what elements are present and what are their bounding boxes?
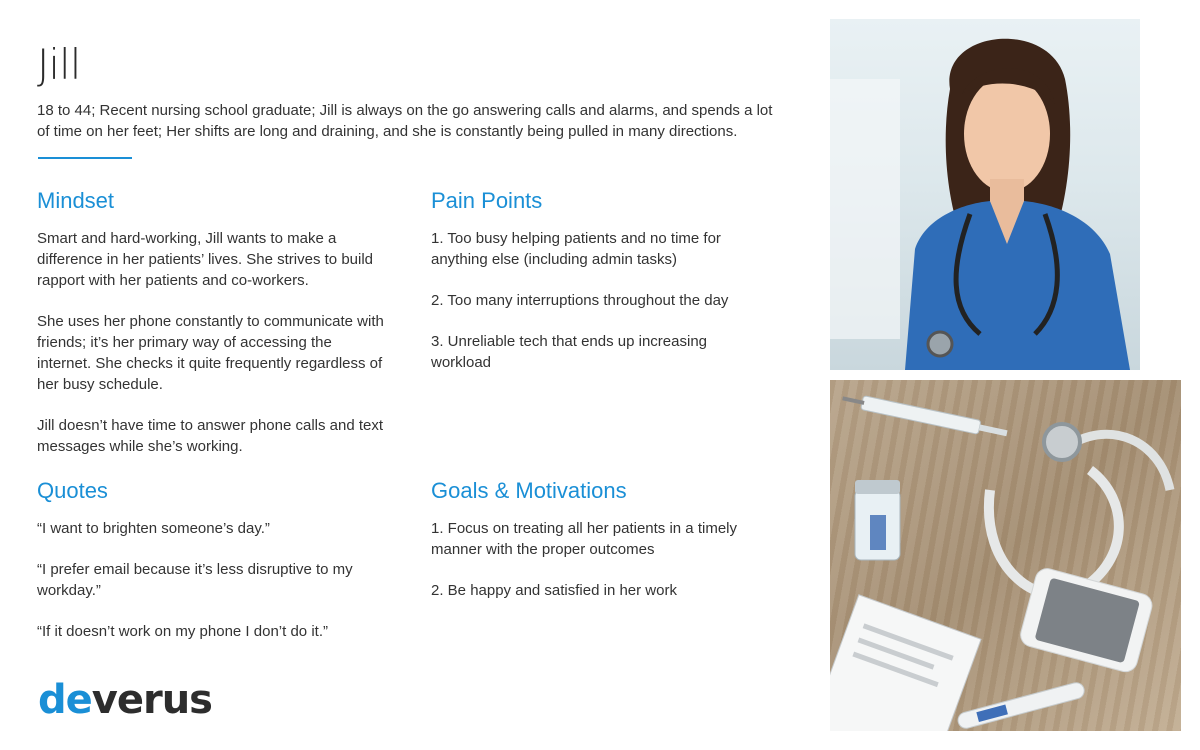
- pain-points-heading: Pain Points: [431, 188, 543, 213]
- deverus-logo: [38, 677, 212, 723]
- quotes-heading: Quotes: [37, 478, 108, 503]
- quote-item: “I prefer email because it’s less disruptive to my workday.”: [37, 561, 353, 599]
- pain-point-item: 2. Too many interruptions throughout the day: [431, 292, 729, 309]
- persona-summary: 18 to 44; Recent nursing school graduate; Jill is always on the go answering calls and alarms, and spends a lot of time on her feet; Her shifts are long and draining, and she is constantly being pulled in many directions.: [37, 102, 773, 140]
- quote-item: “I want to brighten someone’s day.”: [37, 520, 270, 537]
- quote-item: “If it doesn’t work on my phone I don’t do it.”: [37, 623, 328, 640]
- goal-item: 2. Be happy and satisfied in her work: [431, 582, 677, 599]
- accent-divider: [38, 157, 132, 159]
- logo-part-verus: verus: [91, 677, 212, 723]
- goal-item: 1. Focus on treating all her patients in a timely manner with the proper outcomes: [431, 520, 737, 558]
- logo-part-de: de: [38, 677, 92, 723]
- pain-point-item: 3. Unreliable tech that ends up increasing workload: [431, 333, 708, 371]
- medical-tools-image: [830, 380, 1181, 731]
- mindset-paragraph: Jill doesn’t have time to answer phone calls and text messages while she’s working.: [37, 417, 384, 455]
- mindset-heading: Mindset: [37, 188, 115, 213]
- goals-heading: Goals & Motivations: [431, 478, 627, 503]
- medical-tools-illustration: [830, 380, 1181, 731]
- nurse-illustration: [830, 19, 1140, 370]
- mindset-paragraph: Smart and hard-working, Jill wants to make a difference in her patients’ lives. She strives to build rapport with her patients and co-workers.: [37, 230, 374, 289]
- quotes-section: [37, 478, 387, 662]
- goals-section: [431, 478, 771, 621]
- persona-name: Jill: [37, 40, 81, 89]
- pain-points-section: [431, 188, 771, 393]
- pain-point-item: 1. Too busy helping patients and no time for anything else (including admin tasks): [431, 230, 721, 268]
- mindset-paragraph: She uses her phone constantly to communicate with friends; it’s her primary way of accessing the internet. She checks it quite frequently regardless of her busy schedule.: [37, 313, 384, 393]
- mindset-section: [37, 188, 387, 477]
- nurse-portrait-image: [830, 19, 1140, 370]
